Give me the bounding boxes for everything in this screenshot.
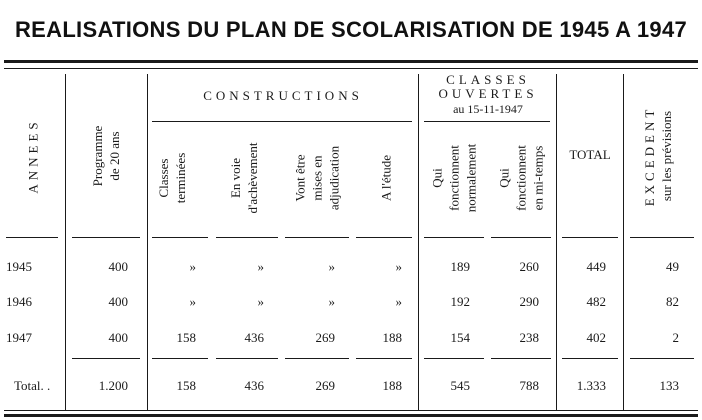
col-divider [418, 74, 419, 410]
top-rule-thin [4, 68, 698, 69]
cell-excedent: 82 [666, 294, 679, 309]
cell-mi-temps: 260 [519, 259, 539, 274]
header-date: au 15-11-1947 [453, 102, 523, 116]
header-underline [6, 237, 58, 238]
cell-mi-temps: 290 [519, 294, 539, 309]
col-divider [623, 74, 624, 410]
total-rule [491, 358, 551, 359]
header-annees: ANNEES [25, 118, 41, 194]
cell-adjudication: » [328, 294, 335, 309]
total-rule [562, 358, 618, 359]
cell-total: 449 [586, 259, 606, 274]
header-underline [152, 237, 208, 238]
header-classes-ouvertes: CLASSES OUVERTES [438, 72, 538, 101]
cell-programme: 400 [108, 259, 128, 274]
constructions-rule [152, 121, 412, 122]
header-qui-normalement: Qui fonctionnent normalement [429, 143, 479, 213]
header-underline [424, 237, 484, 238]
header-a-letude: A l'étude [378, 154, 394, 202]
table-title: REALISATIONS DU PLAN DE SCOLARISATION DE 1945 A 1947 [14, 17, 688, 42]
cell-normalement: 192 [450, 294, 470, 309]
cell-annee: 1947 [6, 330, 32, 345]
top-rule [4, 60, 698, 63]
total-cell-mi-temps: 788 [519, 378, 539, 393]
cell-etude: 188 [382, 330, 402, 345]
header-vont-etre: Vont être mises en adjudication [292, 145, 342, 211]
header-underline [285, 237, 349, 238]
bottom-rule [4, 410, 698, 411]
header-total: TOTAL [569, 147, 611, 162]
cell-en-voie: » [257, 259, 264, 274]
header-underline [216, 237, 278, 238]
header-underline [491, 237, 551, 238]
header-underline [562, 237, 618, 238]
total-cell-programme: 1.200 [98, 378, 128, 393]
cell-total-label: Total. . [14, 378, 51, 393]
total-rule [216, 358, 278, 359]
total-cell-etude: 188 [382, 378, 402, 393]
col-divider [147, 74, 148, 410]
cell-etude: » [395, 294, 402, 309]
cell-etude: » [395, 259, 402, 274]
header-en-voie: En voie d'achèvement [228, 142, 260, 214]
header-excedent: EXCEDENT sur les prévisions [642, 105, 674, 207]
cell-mi-temps: 238 [519, 330, 539, 345]
cell-terminees: » [189, 259, 196, 274]
header-qui-mi-temps: Qui fonctionnent en mi-temps [496, 145, 546, 211]
total-rule [285, 358, 349, 359]
header-underline [72, 237, 140, 238]
cell-excedent: 2 [672, 330, 679, 345]
col-divider [65, 74, 66, 410]
total-rule [356, 358, 412, 359]
cell-adjudication: 269 [315, 330, 335, 345]
total-cell-total: 1.333 [576, 378, 606, 393]
header-underline [630, 237, 694, 238]
cell-terminees: 158 [176, 330, 196, 345]
cell-total: 402 [586, 330, 606, 345]
cell-total: 482 [586, 294, 606, 309]
cell-terminees: » [189, 294, 196, 309]
cell-programme: 400 [108, 294, 128, 309]
cell-adjudication: » [328, 259, 335, 274]
cell-annee: 1945 [6, 259, 32, 274]
cell-normalement: 189 [450, 259, 470, 274]
header-classes-terminees: Classes terminées [156, 152, 188, 204]
cell-programme: 400 [108, 330, 128, 345]
col-divider [556, 74, 557, 410]
classes-ouvertes-rule [424, 121, 550, 122]
total-rule [72, 358, 140, 359]
total-cell-en-voie: 436 [244, 378, 264, 393]
total-rule [630, 358, 694, 359]
total-cell-terminees: 158 [176, 378, 196, 393]
cell-excedent: 49 [666, 259, 679, 274]
total-rule [424, 358, 484, 359]
total-rule [152, 358, 208, 359]
header-constructions: CONSTRUCTIONS [203, 88, 363, 103]
cell-en-voie: » [257, 294, 264, 309]
total-cell-normalement: 545 [450, 378, 470, 393]
bottom-rule-thick [4, 414, 698, 417]
header-underline [356, 237, 412, 238]
total-cell-excedent: 133 [659, 378, 679, 393]
cell-normalement: 154 [450, 330, 470, 345]
cell-annee: 1946 [6, 294, 32, 309]
cell-en-voie: 436 [244, 330, 264, 345]
header-programme: Programme de 20 ans [90, 125, 122, 187]
total-cell-adjudication: 269 [315, 378, 335, 393]
